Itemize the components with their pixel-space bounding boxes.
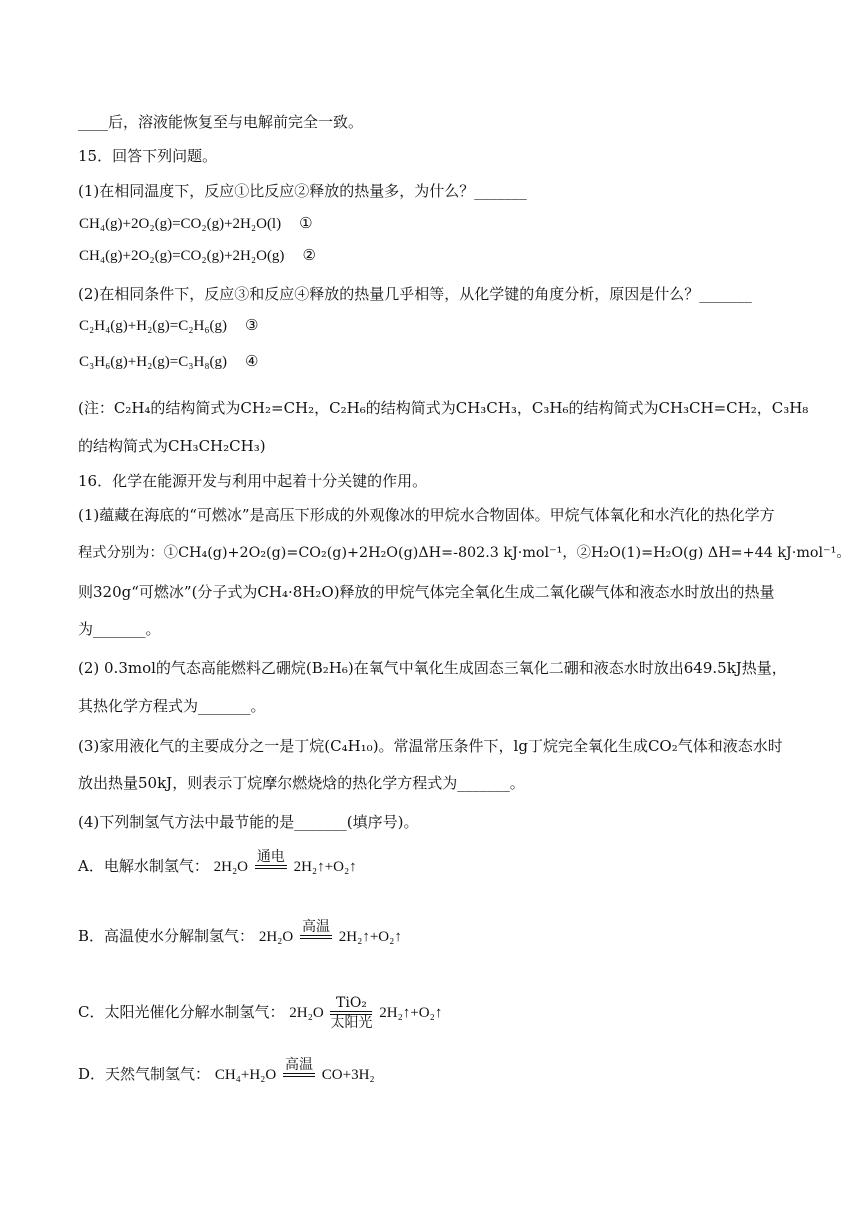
option-a-reactant: 2H₂O — [213, 859, 249, 875]
option-a-double-bar — [255, 865, 287, 869]
option-c — [78, 995, 442, 1031]
equation-4-formula: C₃H₆(g)+H₂(g)=C₃H₈(g) — [79, 354, 228, 370]
option-a-products: 2H₂↑+O₂↑ — [293, 859, 357, 875]
question-16-part-1-line-2: 程式分别为：①CH₄(g)+2O₂(g)=CO₂(g)+2H₂O(g)ΔH=-802.3 kJ·mol⁻¹，②H₂O(1)=H₂O(g) ΔH=+44 kJ·mol⁻¹。 — [78, 545, 851, 561]
question-15-part-2: (2)在相同条件下，反应③和反应④释放的热量几乎相等，从化学键的角度分析，原因是什么？_______ — [78, 285, 752, 303]
question-16-title: 16．化学在能源开发与利用中起着十分关键的作用。 — [78, 472, 428, 490]
option-d-condition-top: 高温 — [285, 1057, 314, 1073]
equation-2 — [79, 246, 316, 266]
option-c-label: C．太阳光催化分解水制氢气： — [78, 1003, 285, 1021]
option-d-products: CO+3H₂ — [321, 1067, 375, 1083]
question-16-part-3-line-2: 放出热量50kJ，则表示丁烷摩尔燃烧焓的热化学方程式为_______。 — [78, 774, 525, 792]
question-16-part-2-line-1: (2) 0.3mol的气态高能燃料乙硼烷(B₂H₆)在氧气中氧化生成固态三氧化二硼和液态水时放出649.5kJ热量， — [78, 659, 787, 677]
equation-1 — [79, 214, 313, 234]
option-d-condition — [283, 1057, 315, 1077]
option-d-double-bar — [283, 1073, 315, 1077]
question-15-title: 15．回答下列问题。 — [78, 147, 218, 165]
option-b-label: B．高温使水分解制氢气： — [78, 927, 255, 945]
equation-2-tag: ② — [302, 248, 316, 264]
option-a-condition-top: 通电 — [256, 849, 285, 865]
option-c-reactant: 2H₂O — [289, 1005, 324, 1021]
question-16-part-1-line-3: 则320g“可燃冰”(分子式为CH₄·8H₂O)释放的甲烷气体完全氧化生成二氧化碳气体和液态水时放出的热量 — [78, 583, 775, 601]
option-a-label: A．电解水制氢气： — [78, 857, 209, 875]
option-c-condition-bottom: 太阳光 — [330, 1015, 373, 1031]
question-16-part-2-line-2: 其热化学方程式为_______。 — [78, 697, 266, 715]
option-b-products: 2H₂↑+O₂↑ — [338, 929, 402, 945]
equation-1-tag: ① — [299, 216, 313, 232]
equation-4-tag: ④ — [245, 354, 259, 370]
continuation-line: ____后，溶液能恢复至与电解前完全一致。 — [78, 113, 364, 131]
option-d — [78, 1057, 375, 1085]
option-b-reactant: 2H₂O — [258, 929, 294, 945]
equation-3-tag: ③ — [245, 318, 259, 334]
option-b-double-bar — [300, 935, 332, 939]
option-d-label: D．天然气制氢气： — [78, 1065, 211, 1083]
option-a-condition — [255, 849, 287, 869]
option-d-reactant: CH₄+H₂O — [214, 1067, 277, 1083]
equation-1-formula: CH₄(g)+2O₂(g)=CO₂(g)+2H₂O(l) — [79, 216, 282, 232]
option-c-condition — [330, 995, 372, 1031]
question-16-part-1-line-4: 为_______。 — [78, 620, 161, 638]
equation-3-formula: C₂H₄(g)+H₂(g)=C₂H₆(g) — [79, 318, 228, 334]
note-line-2: 的结构简式为CH₃CH₂CH₃) — [78, 437, 266, 455]
equation-4 — [79, 352, 259, 372]
note-line-1: (注：C₂H₄的结构简式为CH₂=CH₂，C₂H₆的结构简式为CH₃CH₃，C₃H₆的结构简式为CH₃CH=CH₂，C₃H₈ — [78, 399, 809, 417]
question-15-part-1: (1)在相同温度下，反应①比反应②释放的热量多，为什么？_______ — [78, 182, 527, 200]
option-b-condition — [300, 919, 332, 939]
question-16-part-4: (4)下列制氢气方法中最节能的是_______(填序号)。 — [78, 813, 419, 831]
option-c-products: 2H₂↑+O₂↑ — [379, 1005, 443, 1021]
equation-2-formula: CH₄(g)+2O₂(g)=CO₂(g)+2H₂O(g) — [79, 248, 285, 264]
option-c-condition-top: TiO₂ — [336, 995, 367, 1011]
option-a — [78, 849, 357, 877]
option-b — [78, 919, 402, 947]
question-16-part-1-line-1: (1)蕴藏在海底的“可燃冰”是高压下形成的外观像冰的甲烷水合物固体。甲烷气体氧化和水汽化的热化学方 — [78, 506, 775, 524]
option-b-condition-top: 高温 — [302, 919, 330, 935]
question-16-part-3-line-1: (3)家用液化气的主要成分之一是丁烷(C₄H₁₀)。常温常压条件下，lg丁烷完全氧化生成CO₂气体和液态水时 — [78, 737, 783, 755]
equation-3 — [79, 316, 259, 336]
